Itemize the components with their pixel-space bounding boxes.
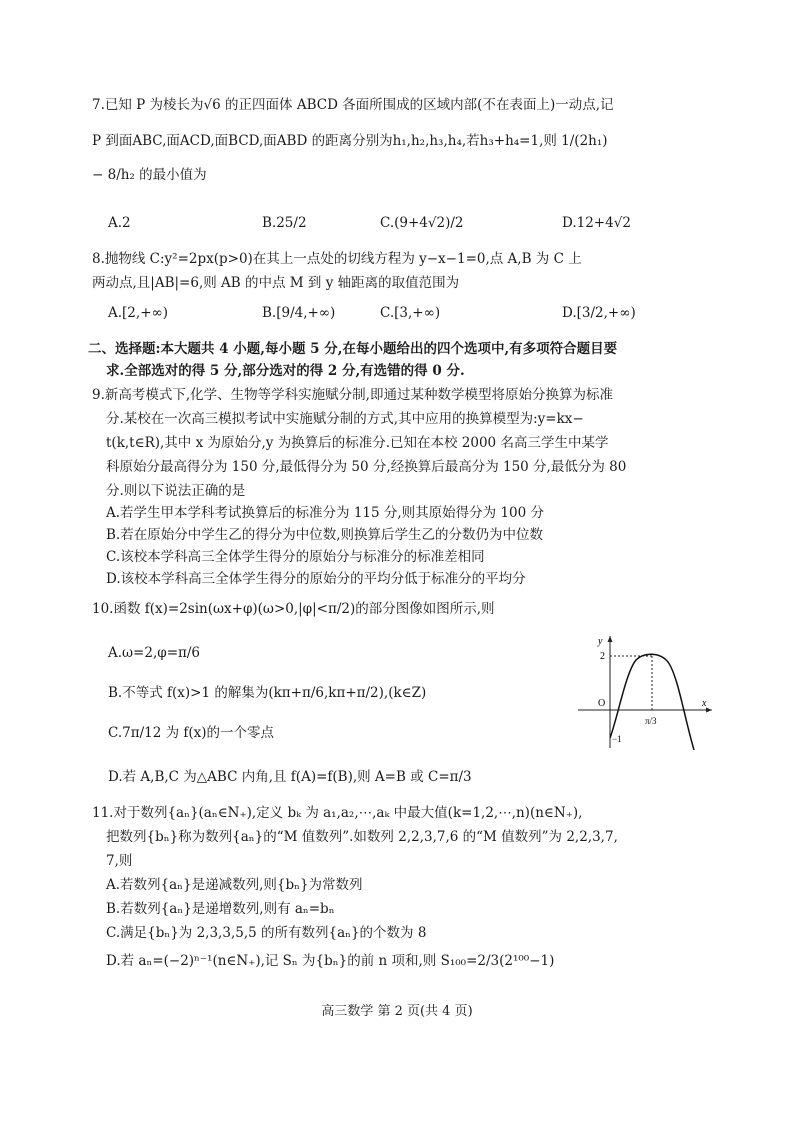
q7-option-c: C.(9+4√2)/2 <box>380 215 464 231</box>
q10-option-a: A.ω=2,φ=π/6 <box>108 645 201 661</box>
q11-line1: 11.对于数列{aₙ}(aₙ∈N₊),定义 bₖ 为 a₁,a₂,⋯,aₖ 中最大值(k=1,2,⋯,n)(n∈N₊), <box>92 805 583 821</box>
q10-option-c: C.7π/12 为 f(x)的一个零点 <box>108 725 275 741</box>
q8-option-c: C.[3,+∞) <box>380 305 441 321</box>
sine-graph-figure <box>574 632 714 750</box>
q7-line1: 7.已知 P 为棱长为√6 的正四面体 ABCD 各面所围成的区域内部(不在表面上)一动点,记 <box>92 97 614 113</box>
q9-line3: t(k,t∈R),其中 x 为原始分,y 为换算后的标准分.已知在本校 2000 名高三学生中某学 <box>106 435 609 451</box>
q8-option-b: B.[9/4,+∞) <box>262 305 336 321</box>
origin-label: O <box>598 698 606 709</box>
q11-option-a: A.若数列{aₙ}是递减数列,则{bₙ}为常数列 <box>106 877 363 893</box>
q9-option-a: A.若学生甲本学科考试换算后的标准分为 115 分,则其原始得分为 100 分 <box>106 505 545 521</box>
q7-line3: − 8/h₂ 的最小值为 <box>92 167 207 183</box>
q8-option-d: D.[3/2,+∞) <box>562 305 636 321</box>
y-axis-arrow <box>608 636 613 642</box>
tick-label-neg1: −1 <box>612 734 622 744</box>
q10-option-b: B.不等式 f(x)>1 的解集为(kπ+π/6,kπ+π/2),(k∈Z) <box>108 685 427 701</box>
x-axis-arrow <box>706 708 712 713</box>
q8-line2: 两动点,且|AB|=6,则 AB 的中点 M 到 y 轴距离的取值范围为 <box>92 275 460 291</box>
q11-option-b: B.若数列{aₙ}是递增数列,则有 aₙ=bₙ <box>106 901 335 917</box>
q9-option-d: D.该校本学科高三全体学生得分的原始分的平均分低于标准分的平均分 <box>106 571 526 587</box>
page-footer: 高三数学 第 2 页(共 4 页) <box>321 1004 473 1019</box>
q9-line2: 分.某校在一次高三模拟考试中实施赋分制的方式,其中应用的换算模型为:y=kx− <box>106 411 584 427</box>
q9-line4: 科原始分最高得分为 150 分,最低得分为 50 分,经换算后最高分为 150 分,最低分为 80 <box>106 459 627 475</box>
q9-option-c: C.该校本学科高三全体学生得分的原始分与标准分的标准差相同 <box>106 549 485 565</box>
q8-option-a: A.[2,+∞) <box>108 305 169 321</box>
q7-line2: P 到面ABC,面ACD,面BCD,面ABD 的距离分别为h₁,h₂,h₃,h₄,若h₃+h₄=1,则 1/(2h₁) <box>92 133 608 149</box>
q10-option-d: D.若 A,B,C 为△ABC 内角,且 f(A)=f(B),则 A=B 或 C=π/3 <box>108 769 472 785</box>
q9-option-b: B.若在原始分中学生乙的得分为中位数,则换算后学生乙的分数仍为中位数 <box>106 527 544 543</box>
q7-option-b: B.25/2 <box>262 215 307 231</box>
q7-option-a: A.2 <box>108 215 131 231</box>
q8-line1: 8.抛物线 C:y²=2px(p>0)在其上一点处的切线方程为 y−x−1=0,点 A,B 为 C 上 <box>92 251 582 267</box>
section2-heading-line1: 二、选择题:本大题共 4 小题,每小题 5 分,在每小题给出的四个选项中,有多项符合题目要 <box>88 341 618 357</box>
q9-line1: 9.新高考模式下,化学、生物等学科实施赋分制,即通过某种数学模型将原始分换算为标准 <box>92 387 613 403</box>
q7-option-d: D.12+4√2 <box>562 215 631 231</box>
q11-option-d: D.若 aₙ=(−2)ⁿ⁻¹(n∈N₊),记 Sₙ 为{bₙ}的前 n 项和,则 S₁₀₀=2/3(2¹⁰⁰−1) <box>106 953 555 969</box>
y-axis-label: y <box>598 636 603 647</box>
q9-line5: 分.则以下说法正确的是 <box>106 483 246 499</box>
q11-line3: 7,则 <box>106 853 133 869</box>
x-axis-label: x <box>702 698 707 709</box>
q11-option-c: C.满足{bₙ}为 2,3,3,5,5 的所有数列{aₙ}的个数为 8 <box>106 925 427 941</box>
tick-label-pi-over-3: π/3 <box>645 716 657 726</box>
tick-label-2: 2 <box>600 651 605 662</box>
q10-line1: 10.函数 f(x)=2sin(ωx+φ)(ω>0,|φ|<π/2)的部分图像如图所示,则 <box>92 601 495 617</box>
section2-heading-line2: 求.全部选对的得 5 分,部分选对的得 2 分,有选错的得 0 分. <box>106 363 465 379</box>
q11-line2: 把数列{bₙ}称为数列{aₙ}的“M 值数列”.如数列 2,2,3,7,6 的“M 值数列”为 2,2,3,7, <box>106 829 618 845</box>
